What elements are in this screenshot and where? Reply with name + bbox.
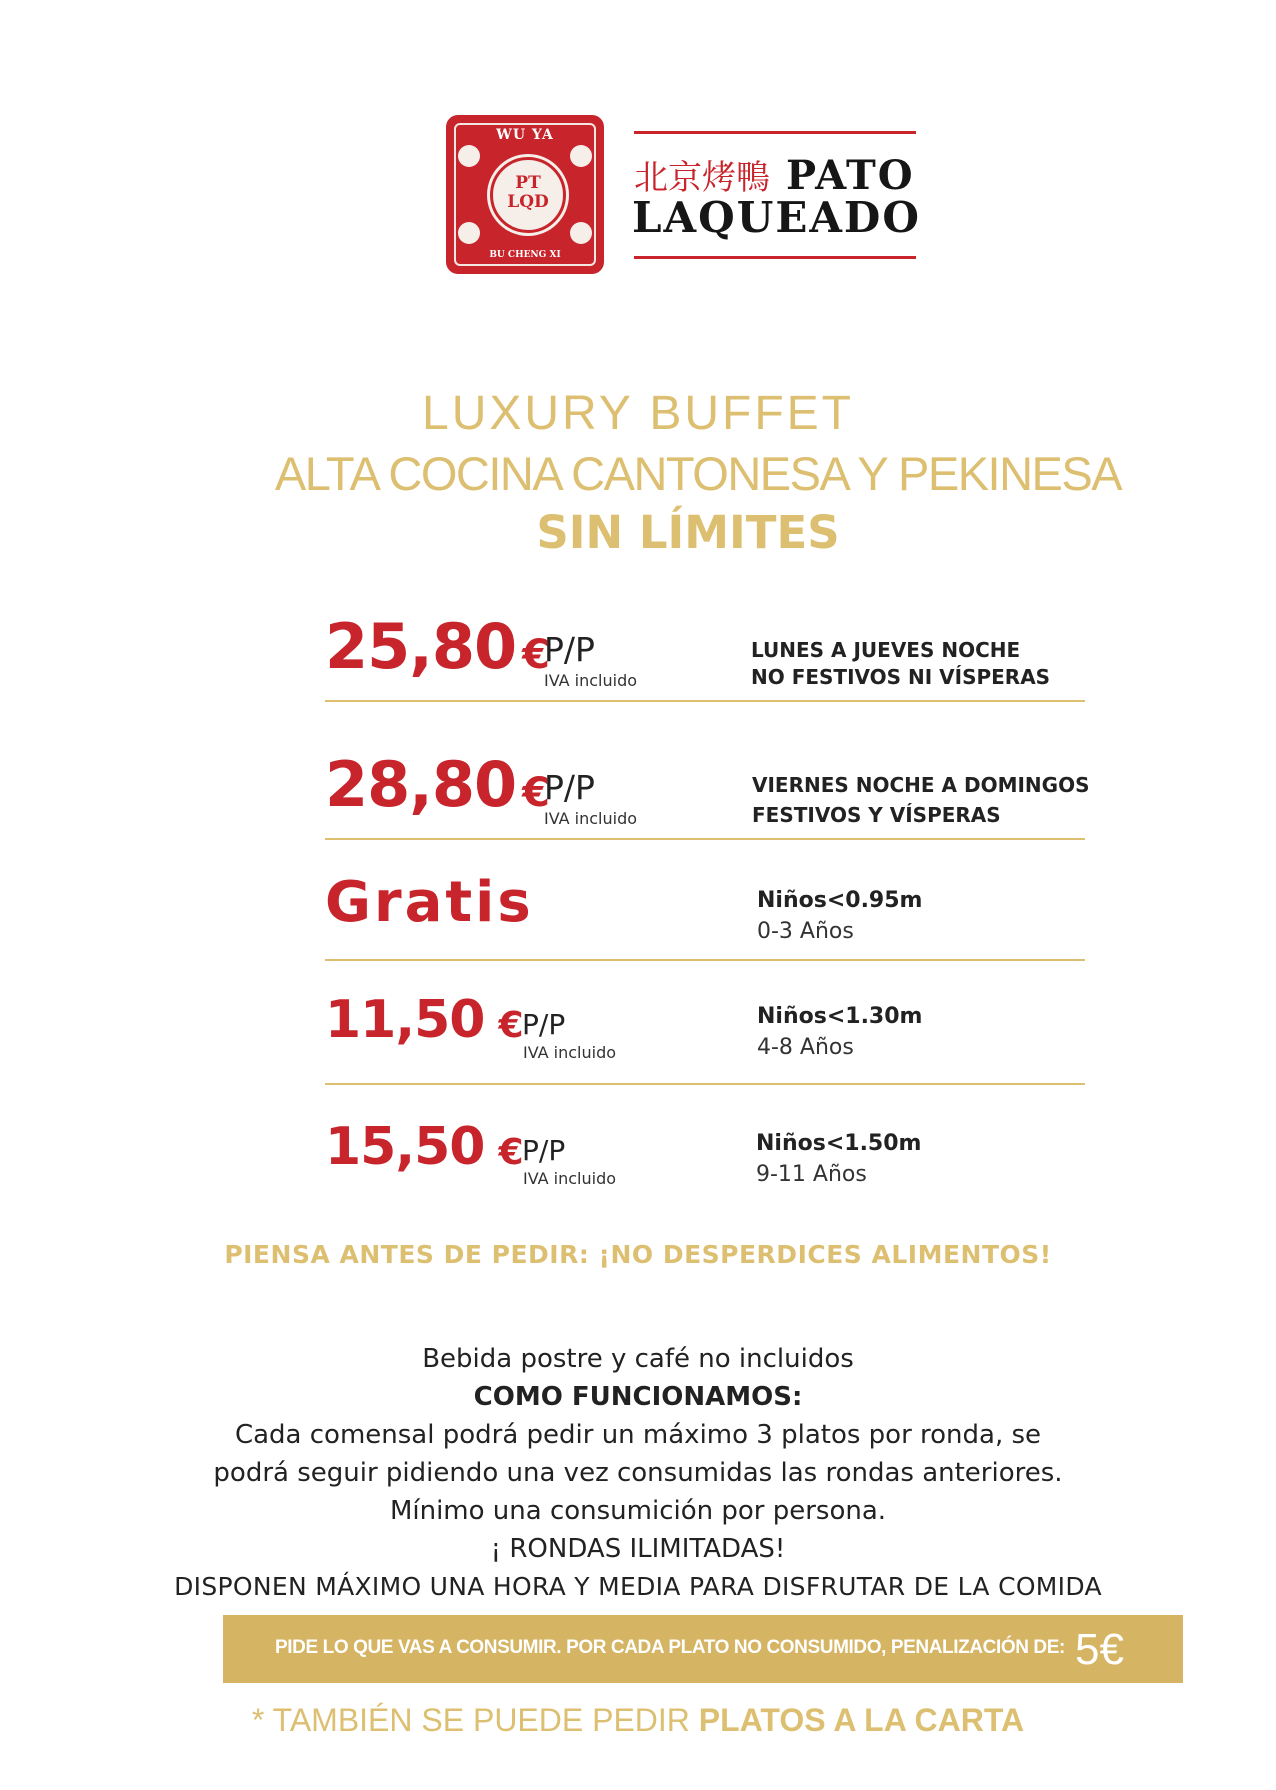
heading-luxury-buffet: LUXURY BUFFET (422, 387, 854, 440)
price-currency: € (522, 632, 549, 678)
price-value: 15,50 (325, 1117, 485, 1177)
price-condition-2: NO FESTIVOS NI VÍSPERAS (751, 665, 1051, 689)
brand-name-line2: LAQUEADO (632, 193, 921, 242)
heading-sin-limites: SIN LÍMITES (536, 506, 840, 559)
notes-line: Cada comensal podrá pedir un máximo 3 platos por ronda, se (234, 1420, 1042, 1450)
price-value: 25,80 (325, 610, 517, 683)
price-condition-2: 0-3 Años (757, 919, 854, 944)
price-unit: P/P (544, 768, 595, 807)
price-condition-1: Niños<0.95m (757, 888, 923, 913)
notes-line: Mínimo una consumición por persona. (389, 1496, 887, 1526)
price-currency: € (498, 1132, 523, 1173)
price-tax-note: IVA incluido (523, 1169, 617, 1188)
footer-prefix: * TAMBIÉN SE PUEDE PEDIR (251, 1702, 699, 1738)
logo-badge (490, 157, 566, 233)
price-tax-note: IVA incluido (544, 809, 638, 828)
logo-ornament-icon (570, 222, 592, 244)
price-currency: € (522, 770, 549, 816)
price-condition-2: 9-11 Años (756, 1162, 867, 1187)
price-tax-note: IVA incluido (523, 1043, 617, 1062)
brand-pato: PATO (785, 152, 915, 199)
price-condition-1: Niños<1.30m (757, 1004, 923, 1029)
price-amount (325, 990, 523, 1050)
food-waste-warning: PIENSA ANTES DE PEDIR: ¡NO DESPERDICES ALIMENTOS! (224, 1240, 1052, 1269)
brand-top-rule (634, 131, 916, 134)
logo-top-text: WU YA (496, 127, 554, 143)
info-notes (174, 1340, 1102, 1606)
logo-badge-line2: LQD (507, 192, 549, 212)
row-divider (325, 700, 1085, 702)
logo-ornament-icon (458, 145, 480, 167)
price-value: 28,80 (325, 748, 517, 821)
row-divider (325, 959, 1085, 961)
price-amount (325, 610, 549, 683)
brand-logo (446, 115, 604, 274)
penalty-amount: 5€ (1075, 1625, 1124, 1674)
price-amount (325, 1117, 523, 1177)
notes-line: ¡ RONDAS ILIMITADAS! (490, 1534, 786, 1564)
row-divider (325, 838, 1085, 840)
price-condition-1: Niños<1.50m (756, 1131, 922, 1156)
logo-badge-line1: PT (515, 173, 541, 193)
price-condition-2: 4-8 Años (757, 1035, 854, 1060)
price-condition-1: LUNES A JUEVES NOCHE (751, 638, 1021, 662)
price-unit: P/P (544, 630, 595, 669)
brand-chinese: 北京烤鴨 (634, 158, 770, 198)
row-divider (325, 1083, 1085, 1085)
notes-heading: COMO FUNCIONAMOS: (473, 1382, 803, 1412)
logo-ornament-icon (570, 145, 592, 167)
notes-line: Bebida postre y café no incluidos (422, 1344, 854, 1374)
price-amount (325, 748, 549, 821)
penalty-banner (223, 1615, 1183, 1683)
price-unit: P/P (522, 1008, 566, 1041)
price-condition-2: FESTIVOS Y VÍSPERAS (752, 803, 1001, 827)
a-la-carta-note (0, 1702, 1276, 1739)
notes-line: podrá seguir pidiendo una vez consumidas las rondas anteriores. (213, 1458, 1063, 1488)
brand-bottom-rule (634, 256, 916, 259)
price-unit: P/P (522, 1134, 566, 1167)
penalty-text: PIDE LO QUE VAS A CONSUMIR. POR CADA PLATO NO CONSUMIDO, PENALIZACIÓN DE: (275, 1637, 1065, 1658)
price-value: 11,50 (325, 990, 485, 1050)
heading-alta-cocina: ALTA COCINA CANTONESA Y PEKINESA (274, 447, 1122, 500)
notes-line: DISPONEN MÁXIMO UNA HORA Y MEDIA PARA DISFRUTAR DE LA COMIDA (174, 1572, 1102, 1601)
price-tax-note: IVA incluido (544, 671, 638, 690)
price-amount: Gratis (325, 870, 534, 935)
price-condition-1: VIERNES NOCHE A DOMINGOS (752, 773, 1090, 797)
footer-bold: PLATOS A LA CARTA (698, 1702, 1025, 1738)
price-currency: € (498, 1005, 523, 1046)
logo-bottom-text: BU CHENG XI (489, 250, 561, 260)
logo-ornament-icon (458, 222, 480, 244)
brand-name-line1 (634, 150, 915, 199)
